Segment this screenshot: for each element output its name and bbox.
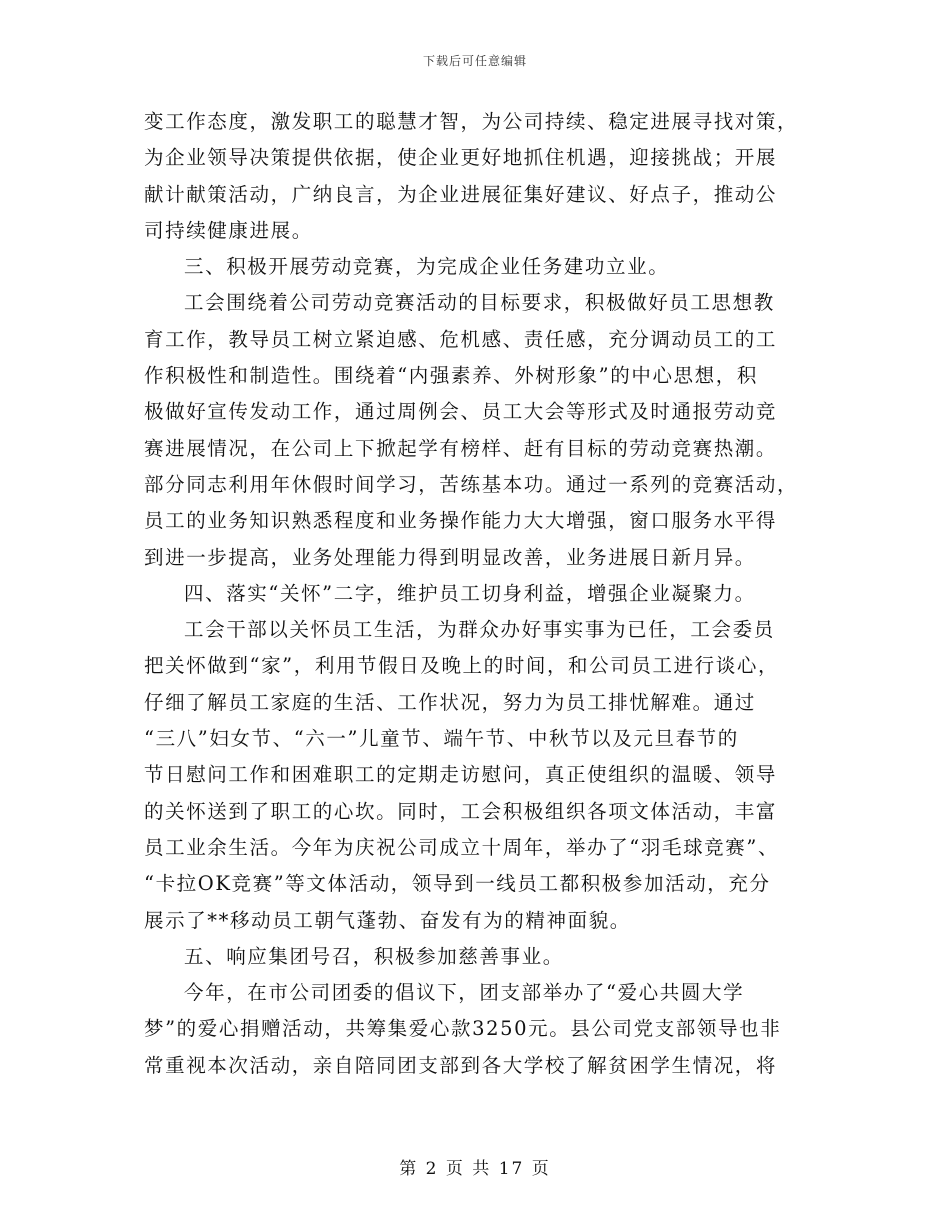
document-body — [144, 104, 804, 1084]
section-heading-4: 四、落实“关怀”二字，维护员工切身利益，增强企业凝聚力。 — [184, 581, 756, 605]
text-line: “卡拉OK竞赛”等文体活动，领导到一线员工都积极参加活动，充分 — [144, 872, 771, 896]
text-line: “三八”妇女节、“六一”儿童节、端午节、中秋节以及元旦春节的 — [144, 727, 739, 751]
text-line: 员工的业务知识熟悉程度和业务操作能力大大增强，窗口服务水平得 — [144, 509, 778, 533]
text-line: 到进一步提高，业务处理能力得到明显改善，业务进展日新月异。 — [144, 545, 756, 569]
text-line: 作积极性和制造性。围绕着“内强素养、外树形象”的中心思想，积 — [144, 364, 758, 388]
text-line: 育工作，教导员工树立紧迫感、危机感、责任感，充分调动员工的工 — [144, 327, 778, 351]
text-line: 工会围绕着公司劳动竞赛活动的目标要求，积极做好员工思想教 — [184, 291, 775, 315]
page-footer: 第 2 页 共 17 页 — [399, 1159, 551, 1179]
text-line: 司持续健康进展。 — [144, 218, 313, 242]
text-line: 为企业领导决策提供依据，使企业更好地抓住机遇，迎接挑战；开展 — [144, 146, 778, 170]
text-line: 的关怀送到了职工的心坎。同时，工会积极组织各项文体活动，丰富 — [144, 799, 778, 823]
text-line: 把关怀做到“家”，利用节假日及晚上的时间，和公司员工进行谈心， — [144, 654, 780, 678]
text-line: 仔细了解员工家庭的生活、工作状况，努力为员工排忧解难。通过 — [144, 690, 756, 714]
text-line: 员工业余生活。今年为庆祝公司成立十周年，举办了“羽毛球竞赛”、 — [144, 835, 780, 859]
text-line: 极做好宣传发动工作，通过周例会、员工大会等形式及时通报劳动竞 — [144, 400, 778, 424]
text-line: 节日慰问工作和困难职工的定期走访慰问，真正使组织的温暖、领导 — [144, 763, 778, 787]
text-line: 常重视本次活动，亲自陪同团支部到各大学校了解贫困学生情况，将 — [144, 1053, 778, 1077]
text-line: 工会干部以关怀员工生活，为群众办好事实事为已任，工会委员 — [184, 618, 775, 642]
text-line: 赛进展情况，在公司上下掀起学有榜样、赶有目标的劳动竞赛热潮。 — [144, 436, 778, 460]
text-line: 献计献策活动，广纳良言，为企业进展征集好建议、好点子，推动公 — [144, 182, 778, 206]
text-line: 今年，在市公司团委的倡议下，团支部举办了“爱心共圆大学 — [184, 981, 745, 1005]
section-heading-3: 三、积极开展劳动竞赛，为完成企业任务建功立业。 — [184, 255, 670, 279]
text-line: 变工作态度，激发职工的聪慧才智，为公司持续、稳定进展寻找对策， — [144, 110, 799, 133]
section-heading-5: 五、响应集团号召，积极参加慈善事业。 — [184, 944, 564, 968]
text-line: 梦”的爱心捐赠活动，共筹集爱心款3250元。县公司党支部领导也非 — [144, 1017, 782, 1041]
text-line: 部分同志利用年休假时间学习，苦练基本功。通过一系列的竞赛活动， — [144, 472, 799, 496]
text-line: 展示了**移动员工朝气蓬勃、奋发有为的精神面貌。 — [144, 908, 631, 932]
page-header: 下载后可任意编辑 — [422, 54, 527, 68]
